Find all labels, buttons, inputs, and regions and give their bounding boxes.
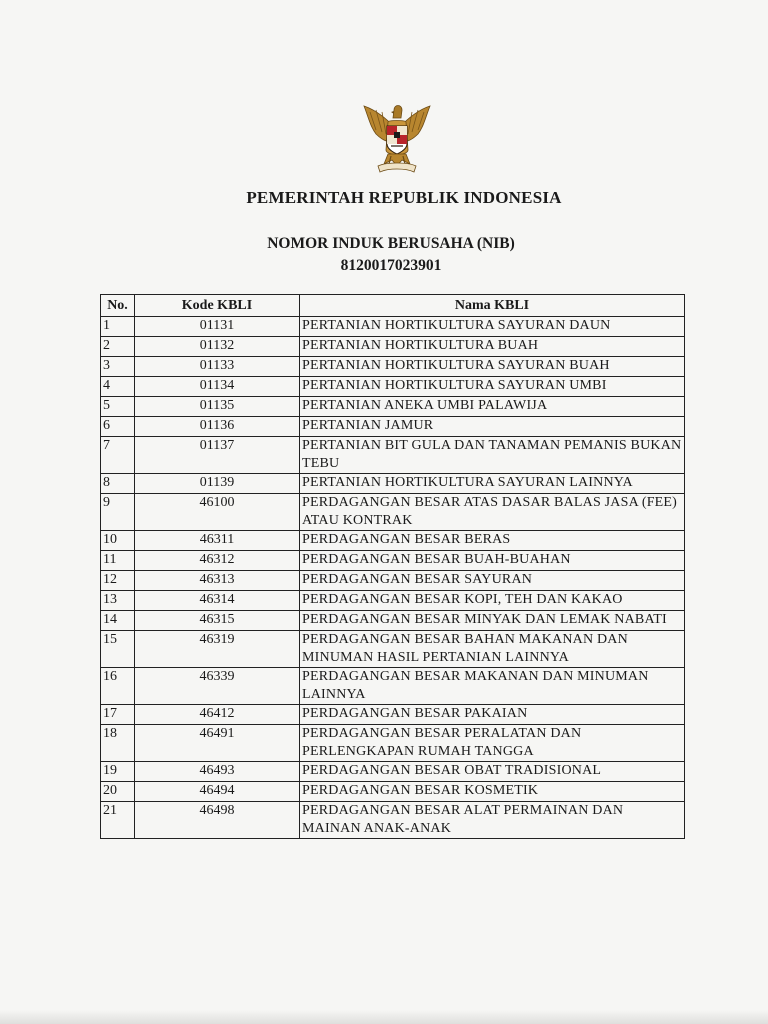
- table-row: [101, 611, 685, 631]
- table-row: [101, 551, 685, 571]
- kode-kbli-cell: 46313: [135, 571, 300, 591]
- row-number-cell: 13: [101, 591, 135, 611]
- nama-kbli-cell: PERDAGANGAN BESAR ATAS DASAR BALAS JASA (FEE) ATAU KONTRAK: [300, 494, 685, 531]
- row-number-cell: 2: [101, 337, 135, 357]
- kode-kbli-cell: 46314: [135, 591, 300, 611]
- kode-kbli-cell: 46100: [135, 494, 300, 531]
- row-number-cell: 19: [101, 762, 135, 782]
- table-row: [101, 494, 685, 531]
- kode-kbli-cell: 46311: [135, 531, 300, 551]
- table-row: [101, 802, 685, 839]
- garuda-emblem-icon: [358, 100, 436, 178]
- nama-kbli-cell: PERDAGANGAN BESAR BAHAN MAKANAN DAN MINUMAN HASIL PERTANIAN LAINNYA: [300, 631, 685, 668]
- table-row: [101, 762, 685, 782]
- table-row: [101, 317, 685, 337]
- table-row: [101, 417, 685, 437]
- nama-kbli-cell: PERTANIAN HORTIKULTURA SAYURAN DAUN: [300, 317, 685, 337]
- nama-kbli-cell: PERDAGANGAN BESAR BUAH-BUAHAN: [300, 551, 685, 571]
- government-title: PEMERINTAH REPUBLIK INDONESIA: [246, 188, 562, 207]
- table-row: [101, 437, 685, 474]
- table-row: [101, 377, 685, 397]
- header-no: No.: [101, 295, 135, 317]
- table-row: [101, 531, 685, 551]
- scan-edge: [0, 1010, 768, 1024]
- table-row: [101, 631, 685, 668]
- kode-kbli-cell: 01135: [135, 397, 300, 417]
- kode-kbli-cell: 46493: [135, 762, 300, 782]
- kode-kbli-cell: 46498: [135, 802, 300, 839]
- nib-number: 8120017023901: [340, 257, 442, 274]
- table-header-row: [101, 295, 685, 317]
- nama-kbli-cell: PERDAGANGAN BESAR SAYURAN: [300, 571, 685, 591]
- row-number-cell: 17: [101, 705, 135, 725]
- header-kode-kbli: Kode KBLI: [135, 295, 300, 317]
- row-number-cell: 15: [101, 631, 135, 668]
- row-number-cell: 8: [101, 474, 135, 494]
- nama-kbli-cell: PERDAGANGAN BESAR KOPI, TEH DAN KAKAO: [300, 591, 685, 611]
- kode-kbli-cell: 46312: [135, 551, 300, 571]
- nama-kbli-cell: PERTANIAN HORTIKULTURA BUAH: [300, 337, 685, 357]
- kode-kbli-cell: 46494: [135, 782, 300, 802]
- row-number-cell: 14: [101, 611, 135, 631]
- table-row: [101, 782, 685, 802]
- row-number-cell: 3: [101, 357, 135, 377]
- table-row: [101, 474, 685, 494]
- row-number-cell: 10: [101, 531, 135, 551]
- nama-kbli-cell: PERTANIAN HORTIKULTURA SAYURAN BUAH: [300, 357, 685, 377]
- row-number-cell: 4: [101, 377, 135, 397]
- nama-kbli-cell: PERDAGANGAN BESAR ALAT PERMAINAN DAN MAINAN ANAK-ANAK: [300, 802, 685, 839]
- row-number-cell: 16: [101, 668, 135, 705]
- nama-kbli-cell: PERDAGANGAN BESAR PERALATAN DAN PERLENGKAPAN RUMAH TANGGA: [300, 725, 685, 762]
- table-row: [101, 337, 685, 357]
- row-number-cell: 18: [101, 725, 135, 762]
- row-number-cell: 7: [101, 437, 135, 474]
- kode-kbli-cell: 01134: [135, 377, 300, 397]
- nama-kbli-cell: PERDAGANGAN BESAR MAKANAN DAN MINUMAN LAINNYA: [300, 668, 685, 705]
- nama-kbli-cell: PERTANIAN BIT GULA DAN TANAMAN PEMANIS BUKAN TEBU: [300, 437, 685, 474]
- row-number-cell: 12: [101, 571, 135, 591]
- nib-title: NOMOR INDUK BERUSAHA (NIB): [267, 235, 515, 252]
- nama-kbli-cell: PERDAGANGAN BESAR PAKAIAN: [300, 705, 685, 725]
- nama-kbli-cell: PERDAGANGAN BESAR MINYAK DAN LEMAK NABATI: [300, 611, 685, 631]
- kode-kbli-cell: 46412: [135, 705, 300, 725]
- table-row: [101, 668, 685, 705]
- row-number-cell: 1: [101, 317, 135, 337]
- table-row: [101, 571, 685, 591]
- table-row: [101, 591, 685, 611]
- nama-kbli-cell: PERDAGANGAN BESAR BERAS: [300, 531, 685, 551]
- row-number-cell: 9: [101, 494, 135, 531]
- table-row: [101, 705, 685, 725]
- nama-kbli-cell: PERDAGANGAN BESAR OBAT TRADISIONAL: [300, 762, 685, 782]
- table-row: [101, 725, 685, 762]
- kbli-table: [100, 294, 685, 839]
- row-number-cell: 6: [101, 417, 135, 437]
- kode-kbli-cell: 01132: [135, 337, 300, 357]
- kode-kbli-cell: 01139: [135, 474, 300, 494]
- kode-kbli-cell: 01133: [135, 357, 300, 377]
- header-nama-kbli: Nama KBLI: [300, 295, 685, 317]
- nama-kbli-cell: PERTANIAN JAMUR: [300, 417, 685, 437]
- row-number-cell: 20: [101, 782, 135, 802]
- nama-kbli-cell: PERTANIAN HORTIKULTURA SAYURAN LAINNYA: [300, 474, 685, 494]
- table-row: [101, 397, 685, 417]
- nama-kbli-cell: PERTANIAN ANEKA UMBI PALAWIJA: [300, 397, 685, 417]
- kode-kbli-cell: 46319: [135, 631, 300, 668]
- kode-kbli-cell: 46491: [135, 725, 300, 762]
- table-row: [101, 357, 685, 377]
- kbli-table-body: [101, 317, 685, 839]
- row-number-cell: 11: [101, 551, 135, 571]
- kode-kbli-cell: 01136: [135, 417, 300, 437]
- nama-kbli-cell: PERTANIAN HORTIKULTURA SAYURAN UMBI: [300, 377, 685, 397]
- kode-kbli-cell: 01137: [135, 437, 300, 474]
- row-number-cell: 5: [101, 397, 135, 417]
- kode-kbli-cell: 01131: [135, 317, 300, 337]
- nama-kbli-cell: PERDAGANGAN BESAR KOSMETIK: [300, 782, 685, 802]
- row-number-cell: 21: [101, 802, 135, 839]
- kode-kbli-cell: 46339: [135, 668, 300, 705]
- kode-kbli-cell: 46315: [135, 611, 300, 631]
